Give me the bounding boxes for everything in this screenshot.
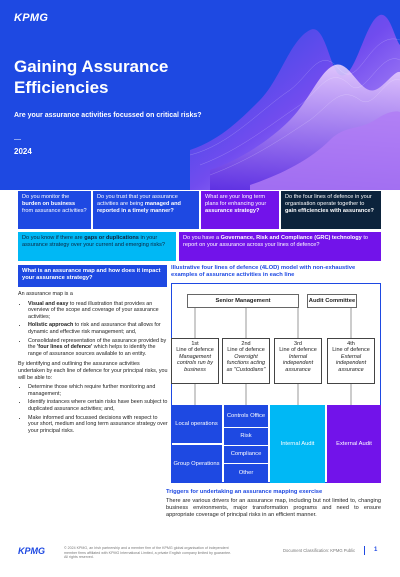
page-number: 1 <box>374 547 378 553</box>
model-heading: Illustrative four lines of defence (4LOD) model with non-exhaustive examples of assurance activities in each line <box>171 265 356 278</box>
list-item: • Consolidated representation of the assurance provided by the 'four lines of defence' which helps to identify the range of assurance sources available to an entity. <box>28 338 168 358</box>
list-item: • Identify instances where certain risks have been subject to duplicated assurance activities; and, <box>28 399 168 412</box>
question-four-lines-efficiencies: Do the four lines of defence in your organisation operate together to gain efficiencies with assurance? <box>281 191 381 229</box>
assurance-map-heading: What is an assurance map and how does it impact your assurance strategy? <box>18 265 167 287</box>
local-operations-cell: Local operations <box>171 405 222 443</box>
outcomes-intro: By identifying and outlining the assurance activities undertaken by each line of defence for your principal risks, you will be able to: <box>18 361 168 381</box>
line-of-defence-4: 4th Line of defence External independent assurance <box>327 338 375 384</box>
question-gaps-duplications: Do you know if there are gaps or duplications in your assurance strategy over your current and emerging risks? <box>18 232 176 261</box>
list-item: • Holistic approach to risk and assurance that allows for dynamic and effective risk management; and, <box>28 322 168 335</box>
page-subtitle: Are your assurance activities focussed on critical risks? <box>14 112 202 119</box>
triggers-heading: Triggers for undertaking an assurance mapping exercise <box>166 489 323 495</box>
list-item: • Determine those which require further monitoring and management; <box>28 384 168 397</box>
outcomes-list <box>28 384 168 434</box>
abstract-wave-graphic <box>190 0 400 190</box>
question-grc-technology: Do you have a Governance, Risk and Compliance (GRC) technology to report on your assurance across your lines of defence? <box>179 232 381 261</box>
hero-banner <box>0 0 400 190</box>
page-title <box>14 56 174 98</box>
title-line-2: Efficiencies <box>14 78 109 97</box>
line-of-defence-2: 2nd Line of defence Oversight functions acting as "Custodians" <box>222 338 270 384</box>
audit-committee-bar: Audit Committee <box>307 294 357 308</box>
question-burden-on-business: Do you monitor the burden on business from assurance activities? <box>18 191 91 229</box>
group-operations-cell: Group Operations <box>171 445 222 483</box>
risk-cell: Risk <box>224 428 268 445</box>
list-item: • Visual and easy to read illustration that provides an overview of the scope and coverage of your assurance activities; <box>28 301 168 321</box>
intro-text: An assurance map is a <box>18 291 73 297</box>
controls-office-cell: Controls Office <box>224 405 268 427</box>
line-of-defence-3: 3rd Line of defence Internal independent assurance <box>274 338 322 384</box>
footer-divider <box>364 546 365 555</box>
assurance-map-body <box>18 291 168 438</box>
question-long-term-plans: What are your long term plans for enhancing your assurance strategy? <box>201 191 279 229</box>
benefits-list <box>28 301 168 358</box>
compliance-cell: Compliance <box>224 446 268 463</box>
internal-audit-cell: Internal Audit <box>270 405 325 483</box>
question-managed-reported: Do you trust that your assurance activities are being managed and reported in a timely manner? <box>93 191 199 229</box>
senior-management-bar: Senior Management <box>187 294 299 308</box>
line-of-defence-1: 1st Line of defence Management controls run by business <box>171 338 219 384</box>
publication-year: 2024 <box>14 147 32 156</box>
kpmg-logo: KPMG <box>14 12 49 24</box>
footer-legal-text: © 2024 KPMG, an Irish partnership and a member firm of the KPMG global organisation of independent member firms affiliated with KPMG International Limited, a private English company limited by guarantee. All rights reserved. <box>64 546 232 560</box>
list-item: • Make informed and focussed decisions with respect to your short, medium and long term assurance strategy over your principal risks. <box>28 415 168 435</box>
external-audit-cell: External Audit <box>327 405 381 483</box>
document-classification: Document Classification: KPMG Public <box>283 548 356 553</box>
other-cell: Other <box>224 464 268 483</box>
title-line-1: Gaining Assurance <box>14 57 169 76</box>
title-dash: — <box>14 136 21 143</box>
triggers-body: There are various drivers for an assurance map, including but not limited to, changing business environments, major transformation programs and need to ensure appropriate coverage of principal risks in an efficient manner. <box>166 498 381 518</box>
footer-kpmg-logo: KPMG <box>18 546 45 556</box>
